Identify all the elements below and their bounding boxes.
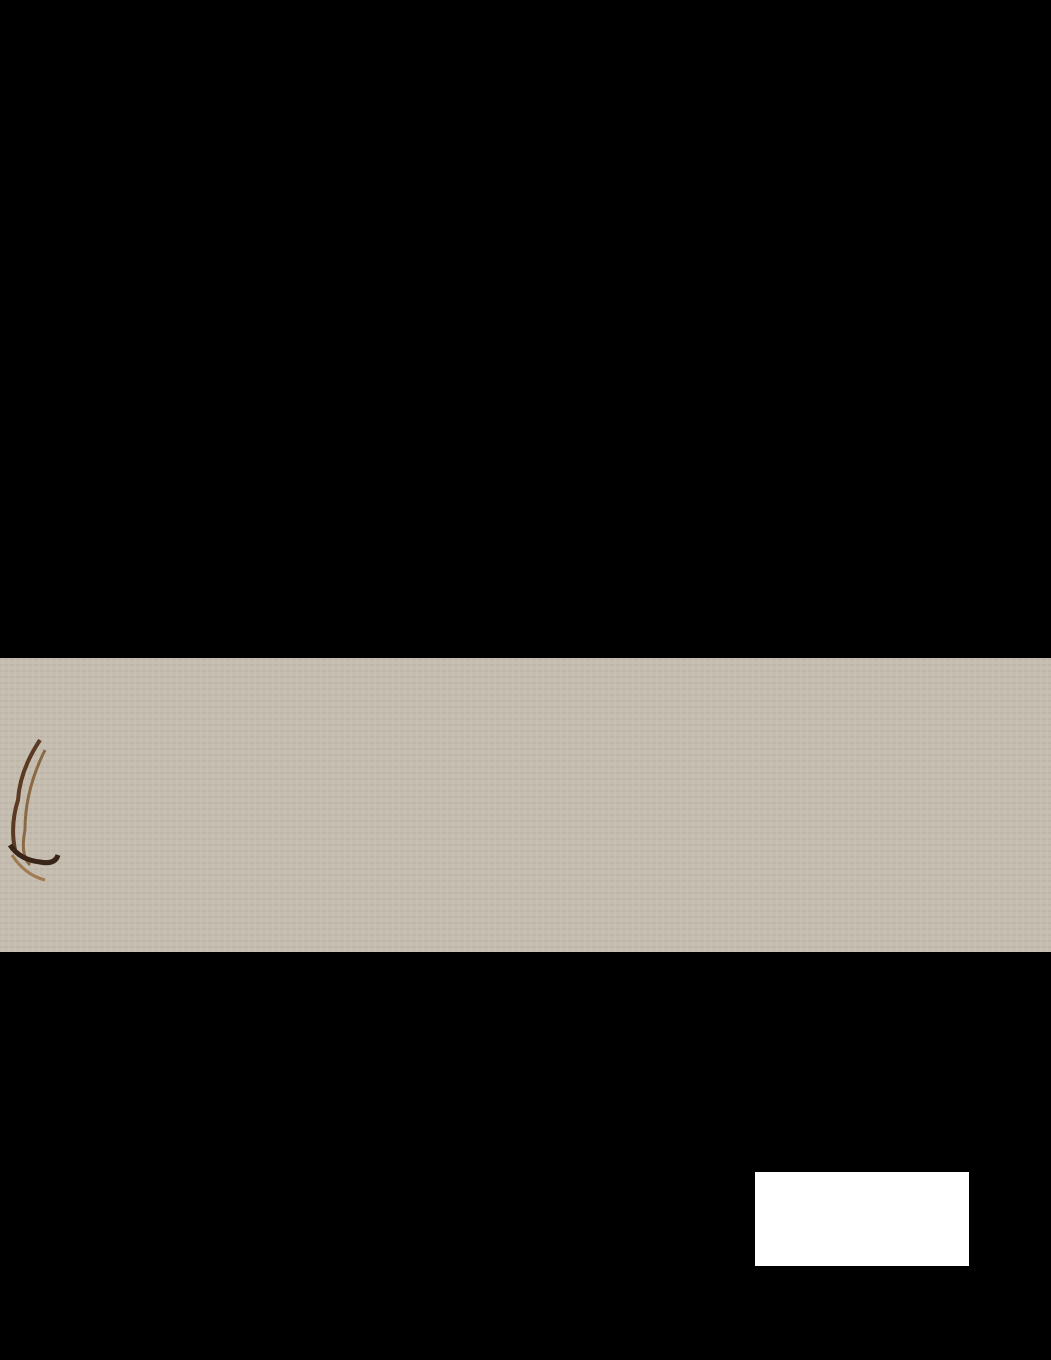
textile-photo [0,650,1051,960]
linen-backing [0,658,1051,952]
isbn-barcode [755,1172,969,1266]
university-logo [95,1210,230,1270]
barcode-bars [755,1172,969,1266]
